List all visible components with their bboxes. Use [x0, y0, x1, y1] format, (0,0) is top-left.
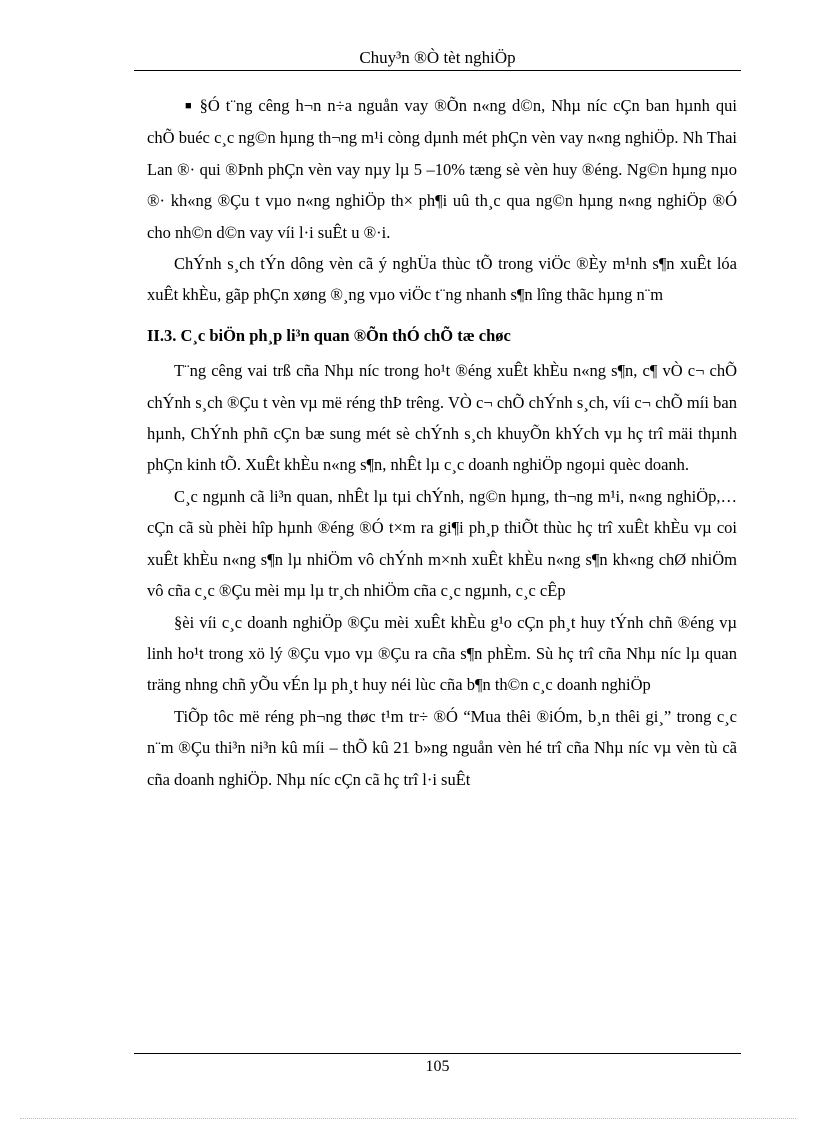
body-paragraph: TiÕp tôc më réng ph¬ng thøc t¹m tr÷ ®Ó “Mua thêi ®iÓm, b¸n thêi gi¸” trong c¸c n¨m ®Çu thi³n ni³n kû míi – thÕ kû 21 b»ng nguån vèn hé trî cña Nhµ níc vµ vèn tù cã cña doanh nghiÖp. Nhµ níc cÇn cã hç trî l·i suÊt	[147, 706, 737, 789]
running-header: Chuy³n ®Ò tèt nghiÖp	[359, 48, 516, 67]
page-body	[147, 90, 737, 795]
page-number: 105	[425, 1058, 450, 1075]
bullet-paragraph	[147, 90, 737, 248]
square-bullet-icon: ■	[185, 100, 194, 112]
body-paragraph: T¨ng cêng vai trß cña Nhµ níc trong ho¹t ®éng xuÊt khÈu n«ng s¶n, c¶ vÒ c¬ chÕ chÝnh s¸ch ®Çu t vèn vµ më réng thÞ trêng. VÒ c¬ chÕ chÝnh s¸ch, víi c¬ chÕ míi ban hµnh, ChÝnh phñ cÇn bæ sung mét sè chÝnh s¸ch khuyÕn khÝch vµ hç trî mäi thµnh phÇn kinh tÕ. XuÊt khÈu n«ng s¶n, nhÊt lµ c¸c doanh nghiÖp ngoµi quèc doanh.	[147, 361, 737, 475]
header-rule	[134, 70, 741, 71]
bullet-paragraph-text: §Ó t¨ng cêng h¬n n÷a nguån vay ®Õn n«ng d©n, Nhµ níc cÇn ban hµnh qui chÕ buéc c¸c ng©n hµng th¬ng m¹i còng dµnh mét phÇn vèn vay n«ng nghiÖp. Nh Thai Lan ®· qui ®Þnh phÇn vèn vay nµy lµ 5 –10% tæng sè vèn huy ®éng. Ng©n hµng nµo ®· kh«ng ®Çu t vµo n«ng nghiÖp th× ph¶i uû th¸c qua ng©n hµng n«ng nghiÖp ®Ó cho nh©n d©n vay víi l·i suÊt u ®·i.	[147, 96, 737, 242]
body-paragraph: §èi víi c¸c doanh nghiÖp ®Çu mèi xuÊt khÈu g¹o cÇn ph¸t huy tÝnh chñ ®éng vµ linh ho¹t trong xö lý ®Çu vµo vµ ®Çu ra cña s¶n phÈm. Sù hç trî cña Nhµ níc lµ quan träng nhng chñ yÕu vÉn lµ ph¸t huy néi lùc cña b¶n th©n c¸c doanh nghiÖp	[147, 612, 737, 695]
footer-rule	[134, 1053, 741, 1054]
section-heading: II.3. C¸c biÖn ph¸p li³n quan ®Õn thÓ chÕ tæ chøc	[147, 325, 511, 345]
body-paragraph: C¸c ngµnh cã li³n quan, nhÊt lµ tµi chÝnh, ng©n hµng, th¬ng m¹i, n«ng nghiÖp,…cÇn cã sù phèi hîp hµnh ®éng ®Ó t×m ra gi¶i ph¸p thiÕt thùc hç trî xuÊt khÈu vµ coi xuÊt khÈu n«ng s¶n lµ nhiÖm vô chÝnh m×nh xuÊt khÈu n«ng s¶n kh«ng chØ nhiÖm vô cña c¸c ®Çu mèi mµ lµ tr¸ch nhiÖm cña c¸c ngµnh, c¸c cÊp	[147, 486, 737, 601]
page-edge-dotted-line	[20, 1118, 796, 1119]
body-paragraph: ChÝnh s¸ch tÝn dông vèn cã ý nghÜa thùc tÕ trong viÖc ®Èy m¹nh s¶n xuÊt lóa xuÊt khÈu, gãp phÇn xøng ®¸ng vµo viÖc t¨ng nhanh s¶n lîng thãc hµng n¨m	[147, 254, 737, 305]
